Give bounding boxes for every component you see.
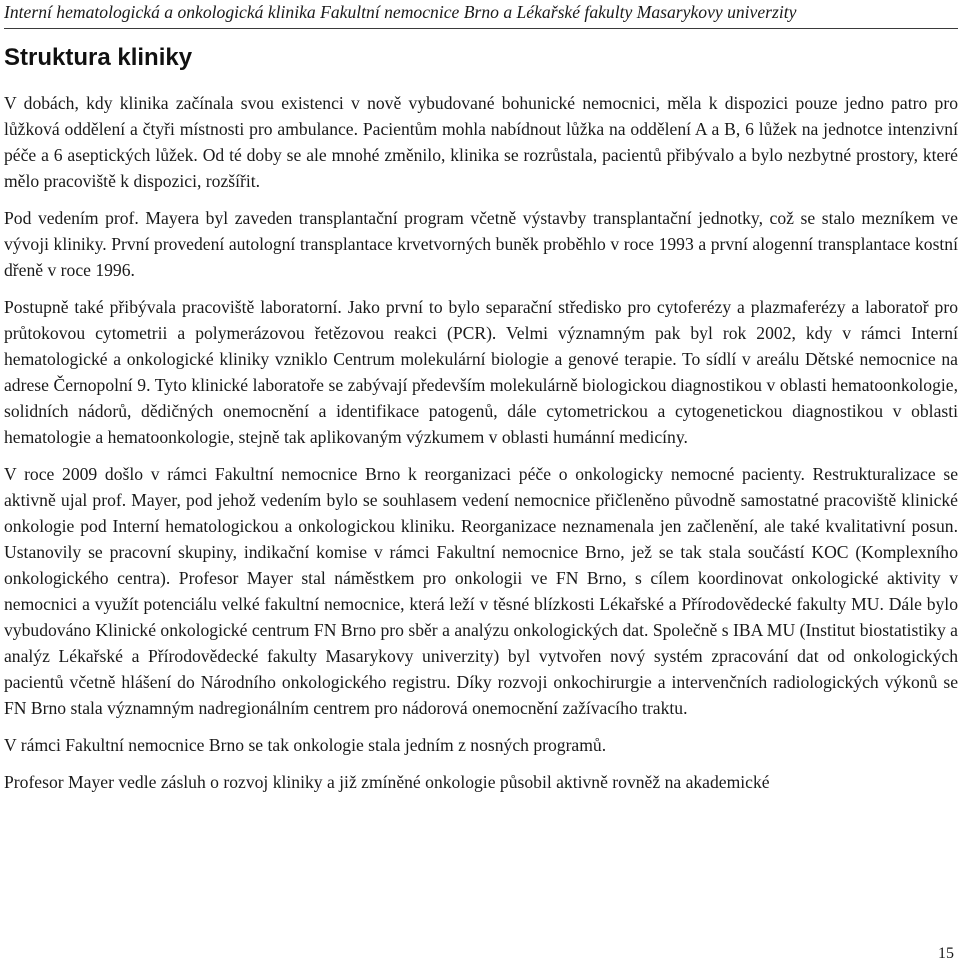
body-text [4,90,958,806]
running-header: Interní hematologická a onkologická klinika Fakultní nemocnice Brno a Lékařské fakulty Masarykovy univerzity [4,2,797,22]
paragraph: V rámci Fakultní nemocnice Brno se tak onkologie stala jedním z nosných programů. [4,735,607,755]
paragraph: Pod vedením prof. Mayera byl zaveden transplantační program včetně výstavby transplantační jednotky, což se stalo mezníkem ve vývoji kliniky. První provedení autologní transplantace krvetvorných buněk proběhlo v roce 1993 a první alogenní transplantace kostní dřeně v roce 1996. [4,208,958,280]
section-title: Struktura kliniky [4,44,193,71]
header-rule [4,28,958,29]
page-number: 15 [938,945,954,962]
paragraph: Profesor Mayer vedle zásluh o rozvoj kliniky a již zmíněné onkologie působil aktivně rovněž na akademické [4,772,770,792]
paragraph: V dobách, kdy klinika začínala svou existenci v nově vybudované bohunické nemocnici, měla k dispozici pouze jedno patro pro lůžková oddělení a čtyři místnosti pro ambulance. Pacientům mohla nabídnout lůžka na oddělení A a B, 6 lůžek na jednotce intenzivní péče a 6 aseptických lůžek. Od té doby se ale mnohé změnilo, klinika se rozrůstala, pacientů přibývalo a bylo nezbytné prostory, které mělo pracoviště k dispozici, rozšířit. [4,93,958,191]
paragraph: V roce 2009 došlo v rámci Fakultní nemocnice Brno k reorganizaci péče o onkologicky nemocné pacienty. Restrukturalizace se aktivně ujal prof. Mayer, pod jehož vedením bylo se souhlasem vedení nemocnice přičleněno původně samostatné pracoviště klinické onkologie pod Interní hematologickou a onkologickou kliniku. Reorganizace neznamenala jen začlenění, ale také kvalitativní posun. Ustanovily se pracovní skupiny, indikační komise v rámci Fakultní nemocnice Brno, jež se tak stala součástí KOC (Komplexního onkologického centra). Profesor Mayer stal náměstkem pro onkologii ve FN Brno, s cílem koordinovat onkologické aktivity v nemocnici a využít potenciálu velké fakultní nemocnice, která leží v těsné blízkosti Lékařské a Přírodovědecké fakulty MU. Dále bylo vybudováno Klinické onkologické centrum FN Brno pro sběr a analýzu onkologických dat. Společně s IBA MU (Institut biostatistiky a analýz Lékařské a Přírodovědecké fakulty Masarykovy univerzity) byl vytvořen nový systém zpracování dat od onkologických pacientů včetně hlášení do Národního onkologického registru. Díky rozvoji onkochirurgie a intervenčních radiologických výkonů se FN Brno stala významným nadregionálním centrem pro nádorová onemocnění zažívacího traktu. [4,464,958,718]
paragraph: Postupně také přibývala pracoviště laboratorní. Jako první to bylo separační středisko pro cytoferézy a plazmaferézy a laboratoř pro průtokovou cytometrii a polymerázovou řetězovou reakci (PCR). Velmi významným pak byl rok 2002, kdy v rámci Interní hematologické a onkologické kliniky vzniklo Centrum molekulární biologie a genové terapie. To sídlí v areálu Dětské nemocnice na adrese Černopolní 9. Tyto klinické laboratoře se zabývají především molekulárně biologickou diagnostikou v oblasti hematoonkologie, solidních nádorů, dědičných onemocnění a identifikace patogenů, dále cytometrickou a cytogenetickou diagnostikou v oblasti hematologie a hematoonkologie, stejně tak aplikovaným výzkumem v oblasti humánní medicíny. [4,297,958,447]
